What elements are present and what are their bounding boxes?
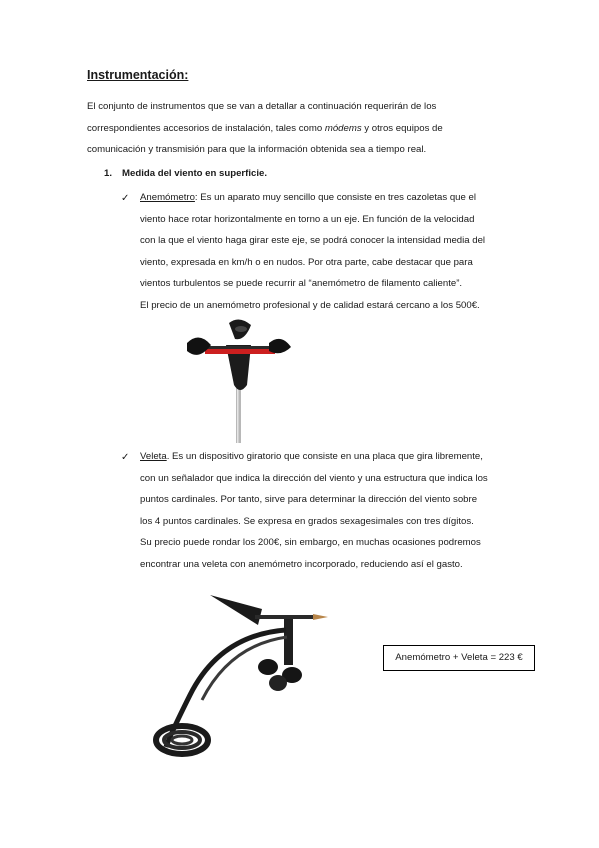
subsection-title-text: Medida del viento en superficie. — [122, 168, 268, 179]
cup-front — [269, 675, 287, 691]
check-icon: ✓ — [121, 193, 130, 204]
station-support-arm — [166, 630, 286, 747]
anemometro-line-3: con la que el viento haga girar este eje, se podrá conocer la intensidad media del — [140, 235, 486, 246]
check-icon: ✓ — [121, 452, 130, 463]
anemometro-paragraph — [140, 187, 520, 316]
anemometro-line-1-rest: : Es un aparato muy sencillo que consiste en tres cazoletas que el — [194, 192, 476, 203]
veleta-paragraph — [140, 446, 530, 575]
veleta-line-6: encontrar una veleta con anemómetro incorporado, reduciendo así el gasto. — [140, 558, 463, 570]
veleta-line-1-rest: . Es un dispositivo giratorio que consiste en una placa que gira libremente, — [166, 451, 483, 462]
intro-paragraph — [87, 96, 507, 161]
price-box: Anemómetro + Veleta = 223 € — [383, 645, 535, 671]
station-mast — [284, 619, 293, 665]
anemometro-line-4: viento, expresada en km/h o en nudos. Por otra parte, cabe destacar que para — [140, 256, 473, 268]
subsection-number: 1. — [104, 168, 113, 179]
veleta-line-4: los 4 puntos cardinales. Se expresa en grados sexagesimales con tres dígitos. — [140, 515, 474, 527]
subsection-title — [104, 168, 267, 179]
intro-line-2-start: correspondientes accesorios de instalación, tales como — [87, 122, 325, 134]
veleta-line-3: puntos cardinales. Por tanto, sirve para determinar la dirección del viento sobre — [140, 494, 478, 505]
intro-line-2-end: y otros equipos de — [361, 122, 443, 134]
veleta-term: Veleta — [140, 451, 167, 462]
anemometro-term: Anemómetro — [140, 192, 195, 203]
vane-tail-fin — [210, 595, 262, 625]
anemometro-line-6: El precio de un anemómetro profesional y de calidad estará cercano a los 500€. — [140, 299, 480, 311]
intro-italic-term: módems — [324, 122, 362, 134]
vane-pointer-tip — [313, 614, 328, 620]
intro-line-2 — [87, 118, 507, 140]
weather-station-image — [150, 575, 335, 765]
anemometro-line-2: viento hace rotar horizontalmente en torno a un eje. En función de la velocidad — [140, 213, 475, 225]
anemometro-line-5: vientos turbulentos se puede recurrir al “anemómetro de filamento caliente”. — [140, 278, 463, 289]
anemometer-cup-right — [269, 339, 291, 353]
intro-line-1: El conjunto de instrumentos que se van a detallar a continuación requerirán de los — [87, 101, 437, 112]
veleta-line-2: con un señalador que indica la dirección del viento y una estructura que indica los — [140, 472, 488, 484]
anemometer-red-band — [205, 349, 275, 354]
section-heading: Instrumentación: — [87, 68, 189, 82]
anemometer-image — [185, 315, 295, 445]
veleta-line-5: Su precio puede rondar los 200€, sin embargo, en muchas ocasiones podremos — [140, 537, 481, 548]
intro-line-3: comunicación y transmisión para que la información obtenida sea a tiempo real. — [87, 144, 427, 155]
veleta-line-1 — [140, 446, 530, 468]
vane-arm — [255, 615, 315, 619]
cup-left — [258, 659, 278, 675]
anemometro-line-1 — [140, 187, 520, 209]
